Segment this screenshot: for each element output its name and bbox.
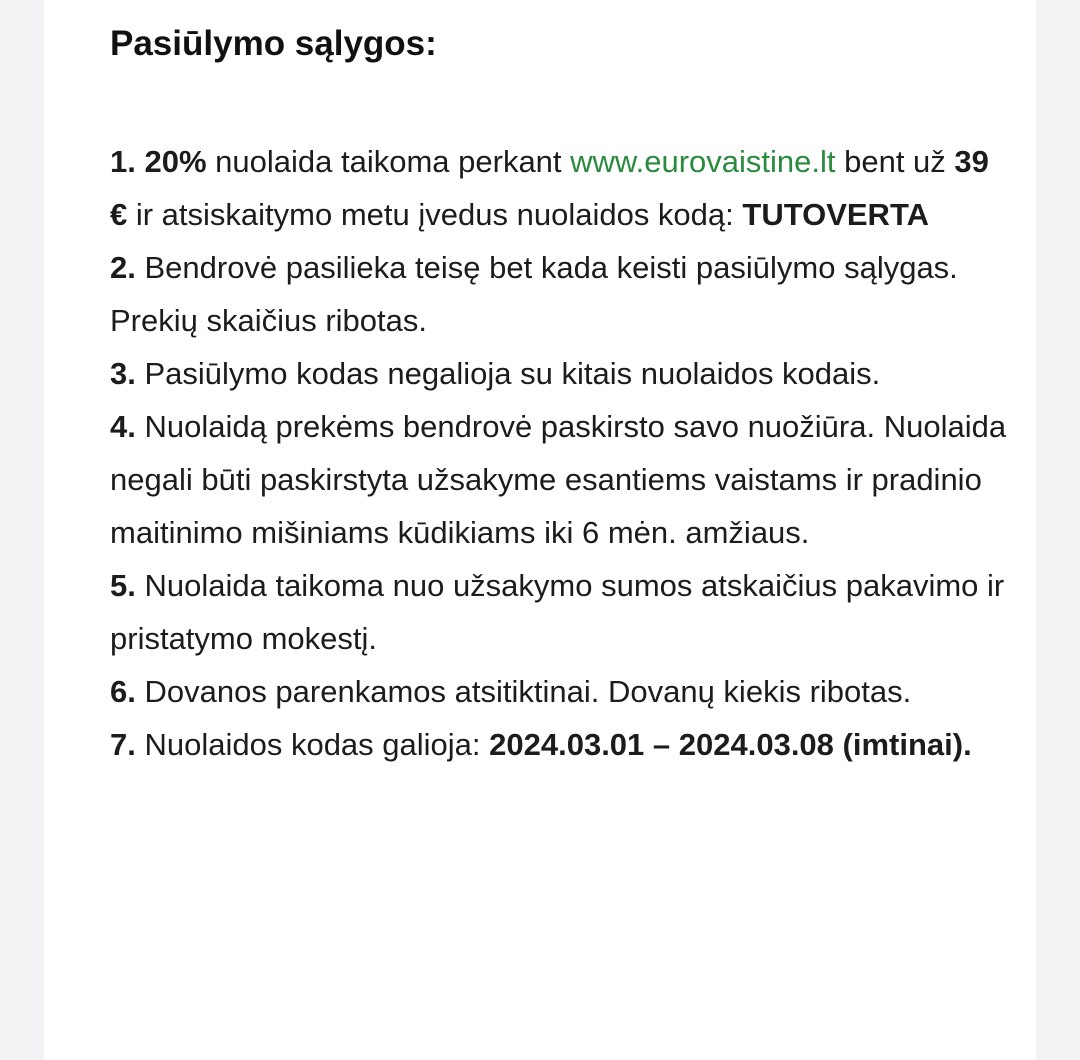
term-text: nuolaida taikoma perkant <box>206 144 571 179</box>
terms-content <box>110 18 1010 771</box>
term-5 <box>110 559 1010 665</box>
term-number: 2. <box>110 250 136 285</box>
term-number: 7. <box>110 727 136 762</box>
term-text: Nuolaidą prekėms bendrovė paskirsto savo nuožiūra. Nuolaida negali būti paskirstyta užsakyme esantiems vaistams ir pradinio maitinimo mišiniams kūdikiams iki 6 mėn. amžiaus. <box>110 409 1007 550</box>
min-amount: 39 € <box>110 144 989 232</box>
term-text: Nuolaidos kodas galioja: <box>135 727 490 762</box>
page-title: Pasiūlymo sąlygos: <box>110 24 437 63</box>
term-7 <box>110 718 1010 771</box>
term-6 <box>110 665 1010 718</box>
term-text: Bendrovė pasilieka teisę bet kada keisti pasiūlymo sąlygas. Prekių skaičius ribotas. <box>110 250 958 338</box>
term-text: Pasiūlymo kodas negalioja su kitais nuolaidos kodais. <box>135 356 881 391</box>
term-text: bent už <box>835 144 955 179</box>
validity-period: 2024.03.01 – 2024.03.08 (imtinai). <box>489 727 972 762</box>
term-number: 1. <box>110 144 136 179</box>
term-1 <box>110 135 1010 241</box>
discount-percent: 20% <box>144 144 207 179</box>
term-3 <box>110 347 1010 400</box>
eurovaistine-link[interactable]: www.eurovaistine.lt <box>570 144 836 179</box>
term-text: Nuolaida taikoma nuo užsakymo sumos atskaičius pakavimo ir pristatymo mokestį. <box>110 568 1005 656</box>
term-number: 6. <box>110 674 136 709</box>
term-text: Dovanos parenkamos atsitiktinai. Dovanų kiekis ribotas. <box>135 674 912 709</box>
term-number: 5. <box>110 568 136 603</box>
terms-list <box>110 135 1010 771</box>
term-4 <box>110 400 1010 559</box>
term-text: ir atsiskaitymo metu įvedus nuolaidos kodą: <box>127 197 743 232</box>
term-number: 4. <box>110 409 136 444</box>
term-number: 3. <box>110 356 136 391</box>
term-2 <box>110 241 1010 347</box>
discount-code: TUTOVERTA <box>742 197 929 232</box>
terms-card <box>44 0 1036 1060</box>
